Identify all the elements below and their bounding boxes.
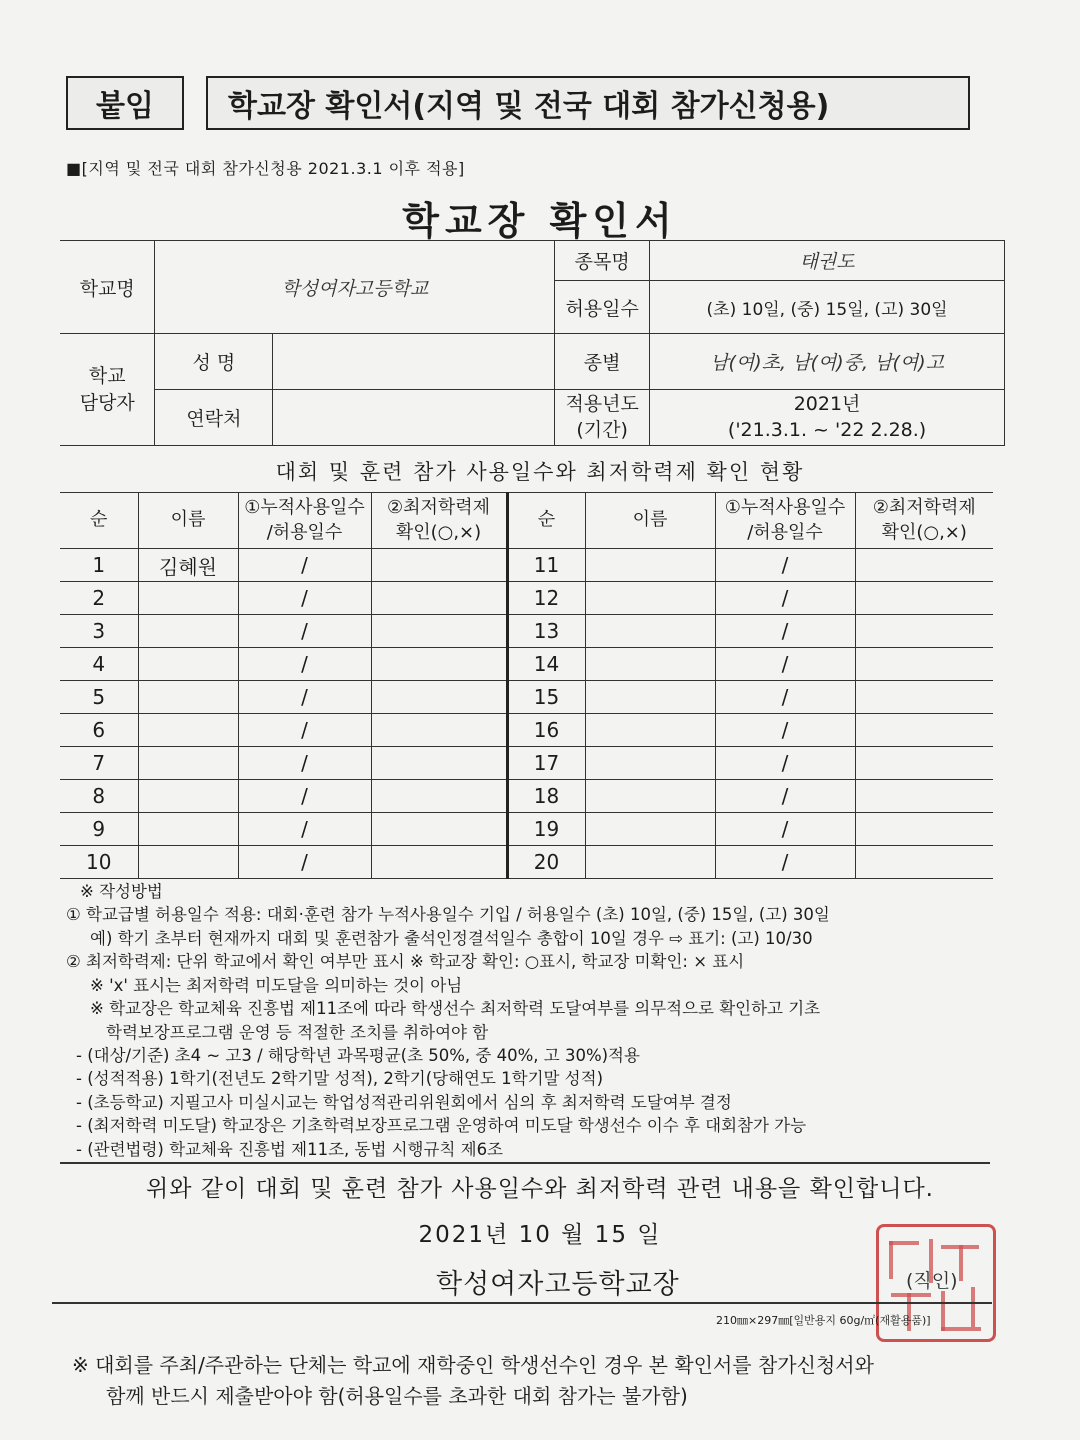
header-academic-line2: 확인(○,×) [395, 521, 482, 543]
row-days: / [238, 549, 371, 582]
header-days-right-line1: ①누적사용일수 [724, 497, 846, 519]
row-name [138, 846, 238, 879]
table-row [60, 813, 993, 846]
row-days: / [715, 846, 855, 879]
row-number: 2 [60, 582, 138, 615]
row-name [138, 813, 238, 846]
row-check [855, 681, 993, 714]
row-number: 4 [60, 648, 138, 681]
row-check [371, 549, 507, 582]
name-label: 성 명 [155, 334, 273, 390]
row-days: / [238, 813, 371, 846]
period-label [555, 390, 650, 446]
row-name [585, 549, 715, 582]
instruction-line-9: - (초등학교) 지필고사 미실시교는 학업성적관리위원회에서 심의 후 최저학력 도달여부 결정 [76, 1092, 732, 1112]
row-name: 김혜원 [138, 549, 238, 582]
name-value [273, 334, 555, 390]
principal-name: 학성여자고등학교장 [436, 1269, 680, 1300]
divider-top [60, 1162, 990, 1164]
row-number: 18 [507, 780, 585, 813]
table-row [60, 615, 993, 648]
row-number: 14 [507, 648, 585, 681]
table-row [60, 648, 993, 681]
roster-table [60, 492, 993, 879]
row-check [371, 582, 507, 615]
row-days: / [715, 615, 855, 648]
period-range: ('21.3.1. ~ '22 2.28.) [727, 418, 927, 441]
category-value: 남(여)초, 남(여)중, 남(여)고 [650, 334, 1005, 390]
row-number: 20 [507, 846, 585, 879]
attachment-label: 붙임 [66, 76, 184, 130]
staff-label-line2: 담당자 [79, 391, 135, 414]
row-check [855, 714, 993, 747]
row-check [855, 549, 993, 582]
signature-date: 2021년 10 월 15 일 [418, 1222, 662, 1248]
row-check [371, 846, 507, 879]
header-no-right: 순 [507, 493, 585, 549]
staff-label [60, 334, 155, 446]
header-name-right: 이름 [585, 493, 715, 549]
row-check [855, 813, 993, 846]
roster-body [60, 549, 993, 879]
header-name: 이름 [138, 493, 238, 549]
confirmation-text: 위와 같이 대회 및 훈련 참가 사용일수와 최저학력 관련 내용을 확인합니다. [146, 1176, 934, 1202]
divider-bottom [52, 1302, 992, 1304]
form-title: 학교장 확인서(지역 및 전국 대회 참가신청용) [206, 76, 970, 130]
row-check [855, 615, 993, 648]
period-value [650, 390, 1005, 446]
row-number: 17 [507, 747, 585, 780]
row-days: / [715, 582, 855, 615]
table-row [60, 780, 993, 813]
allowed-days-value: (초) 10일, (중) 15일, (고) 30일 [650, 281, 1005, 334]
row-number: 10 [60, 846, 138, 879]
applicability-note: ■[지역 및 전국 대회 참가신청용 2021.3.1 이후 적용] [66, 159, 465, 178]
section-title: 대회 및 훈련 참가 사용일수와 최저학력제 확인 현황 [275, 460, 805, 484]
table-row [60, 681, 993, 714]
table-row [60, 846, 993, 879]
info-table [60, 240, 1005, 446]
row-days: / [715, 747, 855, 780]
row-days: / [715, 780, 855, 813]
row-days: / [238, 747, 371, 780]
row-check [371, 813, 507, 846]
row-name [585, 681, 715, 714]
row-name [585, 747, 715, 780]
row-check [371, 714, 507, 747]
header-academic-right-line1: ②최저학력제 [872, 497, 976, 519]
footer-note [72, 1350, 874, 1412]
row-name [138, 681, 238, 714]
row-name [585, 813, 715, 846]
header-days-line1: ①누적사용일수 [244, 497, 365, 519]
row-days: / [715, 549, 855, 582]
row-days: / [238, 615, 371, 648]
row-name [138, 582, 238, 615]
row-check [371, 780, 507, 813]
row-days: / [715, 648, 855, 681]
row-number: 11 [507, 549, 585, 582]
header-academic [371, 493, 507, 549]
row-number: 9 [60, 813, 138, 846]
header-academic-line1: ②최저학력제 [386, 497, 491, 519]
row-number: 8 [60, 780, 138, 813]
instructions-heading: ※ 작성방법 [80, 882, 163, 901]
row-number: 12 [507, 582, 585, 615]
row-name [138, 648, 238, 681]
sport-value: 태권도 [650, 241, 1005, 281]
instruction-line-6: 학력보장프로그램 운영 등 적절한 조치를 취하여야 함 [106, 1022, 489, 1042]
row-check [371, 648, 507, 681]
row-number: 5 [60, 681, 138, 714]
header-days-right-line2: /허용일수 [747, 521, 823, 543]
header-no: 순 [60, 493, 138, 549]
instruction-line-4: ※ 'x' 표시는 최저학력 미도달을 의미하는 것이 아님 [90, 975, 463, 995]
row-days: / [715, 714, 855, 747]
period-year: 2021년 [793, 392, 861, 415]
row-check [855, 747, 993, 780]
table-row [60, 747, 993, 780]
table-row [60, 549, 993, 582]
row-check [855, 780, 993, 813]
row-name [585, 846, 715, 879]
period-label-line2: (기간) [576, 418, 628, 441]
row-days: / [238, 648, 371, 681]
school-name-label: 학교명 [60, 241, 155, 334]
row-number: 1 [60, 549, 138, 582]
row-name [585, 714, 715, 747]
row-number: 15 [507, 681, 585, 714]
header-days-line2: /허용일수 [266, 521, 343, 543]
row-number: 13 [507, 615, 585, 648]
instruction-line-5: ※ 학교장은 학교체육 진흥법 제11조에 따라 학생선수 최저학력 도달여부를 의무적으로 확인하고 기초 [90, 999, 821, 1019]
allowed-days-label: 허용일수 [555, 281, 650, 334]
seal-mark-text: (직인) [906, 1270, 958, 1292]
row-name [138, 780, 238, 813]
instructions [66, 880, 1006, 1161]
row-name [585, 615, 715, 648]
contact-label: 연락처 [155, 390, 273, 446]
row-days: / [715, 813, 855, 846]
sport-label: 종목명 [555, 241, 650, 281]
row-days: / [238, 846, 371, 879]
row-check [371, 747, 507, 780]
row-number: 3 [60, 615, 138, 648]
row-name [138, 747, 238, 780]
row-name [585, 780, 715, 813]
row-number: 7 [60, 747, 138, 780]
instruction-line-7: - (대상/기준) 초4 ~ 고3 / 해당학년 과목평균(초 50%, 중 40%, 고 30%)적용 [76, 1045, 640, 1065]
row-days: / [238, 681, 371, 714]
row-check [371, 615, 507, 648]
header-days [238, 493, 371, 549]
instruction-line-8: - (성적적용) 1학기(전년도 2학기말 성적), 2학기(당해연도 1학기말 성적) [76, 1069, 604, 1089]
paper-spec: 210㎜×297㎜[일반용지 60g/㎡(재활용품)] [716, 1314, 931, 1327]
row-check [855, 846, 993, 879]
row-days: / [715, 681, 855, 714]
roster-header-row [60, 493, 993, 549]
row-check [371, 681, 507, 714]
contact-value [273, 390, 555, 446]
staff-label-line1: 학교 [88, 364, 126, 387]
instruction-line-11: - (관련법령) 학교체육 진흥법 제11조, 동법 시행규칙 제6조 [76, 1139, 503, 1159]
table-row [60, 714, 993, 747]
row-days: / [238, 582, 371, 615]
document-title: 학교장 확인서 [402, 199, 678, 243]
row-number: 6 [60, 714, 138, 747]
header-academic-right [855, 493, 993, 549]
row-name [138, 714, 238, 747]
row-name [585, 648, 715, 681]
row-number: 19 [507, 813, 585, 846]
instruction-line-2: 예) 학기 초부터 현재까지 대회 및 훈련참가 출석인정결석일수 총합이 10일 경우 ⇨ 표기: (고) 10/30 [90, 928, 813, 948]
footer-line-2: 함께 반드시 제출받아야 함(허용일수를 초과한 대회 참가는 불가함) [106, 1384, 688, 1408]
row-days: / [238, 780, 371, 813]
instruction-line-1: ① 학교급별 허용일수 적용: 대회·훈련 참가 누적사용일수 기입 / 허용일수 (초) 10일, (중) 15일, (고) 30일 [66, 905, 830, 925]
row-name [585, 582, 715, 615]
row-name [138, 615, 238, 648]
row-number: 16 [507, 714, 585, 747]
instruction-line-3: ② 최저학력제: 단위 학교에서 확인 여부만 표시 ※ 학교장 확인: ○표시, 학교장 미확인: × 표시 [66, 952, 745, 972]
row-days: / [238, 714, 371, 747]
row-check [855, 648, 993, 681]
category-label: 종별 [555, 334, 650, 390]
footer-line-1: ※ 대회를 주최/주관하는 단체는 학교에 재학중인 학생선수인 경우 본 확인서를 참가신청서와 [72, 1353, 874, 1377]
table-row [60, 582, 993, 615]
school-name-value: 학성여자고등학교 [155, 241, 555, 334]
period-label-line1: 적용년도 [565, 392, 639, 415]
header-days-right [715, 493, 855, 549]
instruction-line-10: - (최저학력 미도달) 학교장은 기초학력보장프로그램 운영하여 미도달 학생선수 이수 후 대회참가 가능 [76, 1116, 807, 1136]
header-academic-right-line2: 확인(○,×) [881, 521, 967, 543]
row-check [855, 582, 993, 615]
